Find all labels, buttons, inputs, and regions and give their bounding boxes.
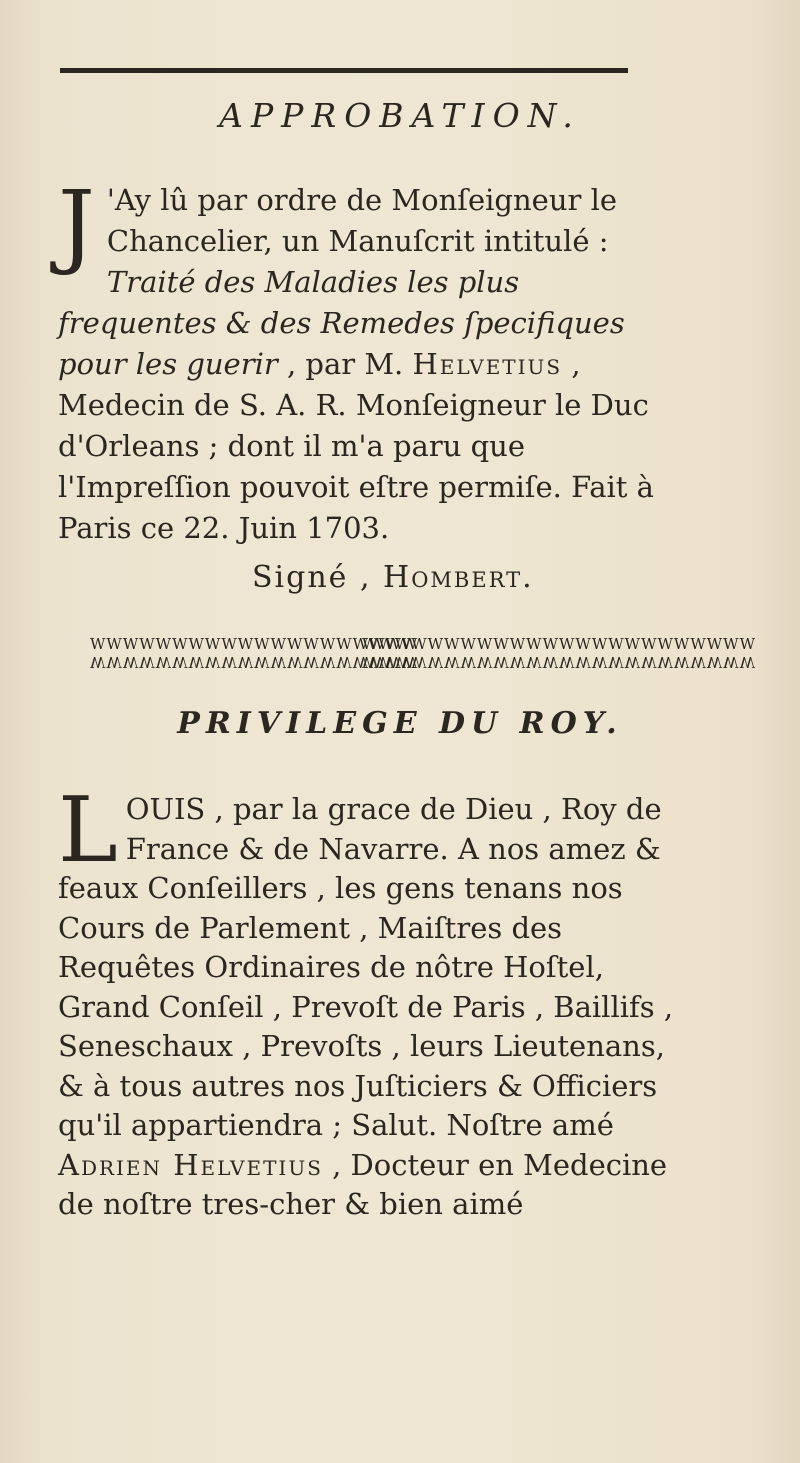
approbation-heading: APPROBATION. bbox=[219, 96, 581, 135]
privilege-paragraph bbox=[58, 778, 678, 1225]
top-rule bbox=[60, 68, 628, 73]
approbation-text-start: 'Ay lû par ordre de Monſeigneur le Chancelier, un Manuſcrit intitulé : bbox=[106, 183, 618, 258]
author-name: Helvetius bbox=[412, 347, 563, 381]
privilege-text-start: OUIS , par la grace de Dieu , Roy de France & de Navarre. A nos amez & feaux Conſeillers , les gens tenans nos Cours de Parlement , Maiſtres des Requêtes Ordinaires de nôtre Hoſtel, Grand Conſeil , Prevoſt de Paris , Baillifs , Seneschaux , Prevoſts , leurs Lieutenans, & à tous autres nos Juſticiers & Officiers qu'il appartiendra ; Salut. Noſtre amé bbox=[58, 792, 674, 1142]
approbation-text-end: , Medecin de S. A. R. Monſeigneur le Duc d'Orleans ; dont il m'a paru que l'Impreſſion pouvoit eſtre permiſe. Fait à Paris ce 22. Juin 1703. bbox=[58, 347, 654, 545]
ornament-row-top: WWWWWWWWWWWWWWWWWWWWWWWW bbox=[362, 635, 757, 653]
book-title: Traité des Maladies les plus frequentes & des Remedes ſpecifiques pour les guerir bbox=[58, 265, 625, 381]
privilege-heading: PRIVILEGE DU ROY. bbox=[177, 706, 623, 741]
ornament-row-bottom: WWWWWWWWWWWWWWWWWWWW bbox=[90, 653, 419, 671]
ornament-row-bottom: WWWWWWWWWWWWWWWWWWWWWWWW bbox=[362, 653, 757, 671]
approbation-text-mid: , par M. bbox=[277, 347, 413, 381]
privilege-text-end: , Docteur en Medecine de noſtre tres-cher & bien aimé bbox=[58, 1147, 668, 1221]
approbation-paragraph bbox=[58, 171, 678, 549]
signature-line bbox=[252, 560, 534, 595]
privilege-name: Adrien Helvetius bbox=[58, 1147, 323, 1182]
ornament-row-top: WWWWWWWWWWWWWWWWWWWW bbox=[90, 635, 419, 653]
privilege-dropcap: L bbox=[58, 778, 118, 883]
signed-label: Signé , bbox=[252, 560, 372, 595]
ornament-band-right bbox=[362, 635, 757, 671]
signer-name: Hombert. bbox=[383, 560, 534, 595]
approbation-dropcap: J bbox=[58, 171, 95, 278]
ornament-band-left bbox=[90, 635, 419, 671]
